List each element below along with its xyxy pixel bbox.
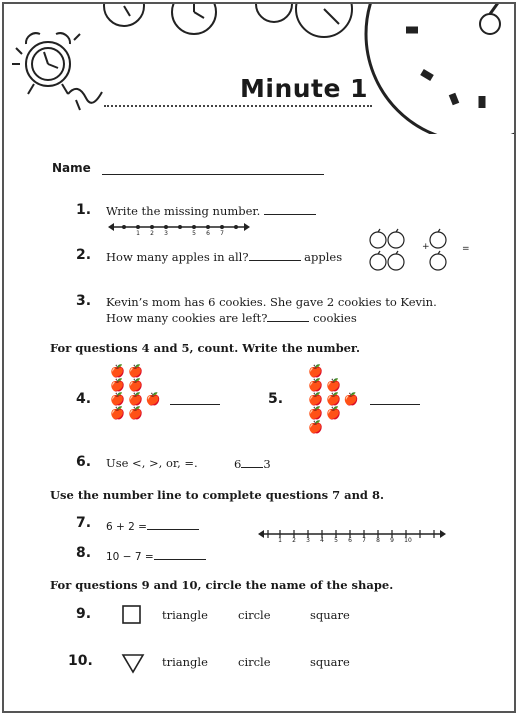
q1-number: 1. [76,202,92,218]
section-b-instruction: Use the number line to complete questions 7 and 8. [50,488,384,502]
section-a-instruction: For questions 4 and 5, count. Write the number. [50,341,360,355]
q10-number: 10. [68,653,93,669]
q9-number: 9. [76,606,92,622]
q8-number: 8. [76,545,92,561]
q4-apples-icon: 🍎🍎 🍎🍎 🍎🍎🍎 🍎🍎 [110,364,164,420]
q7-number: 7. [76,515,92,531]
numberline-1 [108,222,250,242]
q1-text: Write the missing number. [106,203,316,218]
q6-answer-line[interactable] [241,456,263,468]
q10-option-circle[interactable]: circle [238,655,271,669]
q4-number: 4. [76,391,92,407]
numberline-2-label: 6 [348,537,352,544]
worksheet-page [2,2,516,713]
q5-apples-icon: 🍎 🍎🍎 🍎🍎🍎 🍎🍎 🍎 [308,364,362,434]
numberline-1-label: 6 [206,230,210,237]
numberline-2-label: 9 [390,537,394,544]
numberline-1-label: 5 [192,230,196,237]
name-label: Name [52,161,91,175]
q9-option-triangle[interactable]: triangle [162,608,208,622]
q7-text: 6 + 2 = [106,518,199,533]
triangle-shape-icon [120,652,146,674]
q3-line2: How many cookies are left? cookies [106,311,357,325]
numberline-2-label: 2 [292,537,296,544]
page-title: Minute 1 [240,74,369,103]
q4-answer-line[interactable] [170,404,220,405]
q2-text: How many apples in all? apples [106,250,343,264]
q3-number: 3. [76,293,92,309]
q1-answer-line[interactable] [264,203,316,215]
q6-text: Use <, >, or, =. [106,456,198,470]
section-c-instruction: For questions 9 and 10, circle the name of the shape. [50,578,394,592]
numberline-2-label: 8 [376,537,380,544]
numberline-1-label: 3 [164,230,168,237]
name-field[interactable] [102,174,324,175]
q6-comparison: 6 3 [234,457,271,471]
q5-answer-line[interactable] [370,404,420,405]
q10-option-triangle[interactable]: triangle [162,655,208,669]
q6-number: 6. [76,454,92,470]
numberline-2-label: 1 [278,537,282,544]
numberline-2-label: 3 [306,537,310,544]
q5-number: 5. [268,391,284,407]
numberline-1-label: 2 [150,230,154,237]
numberline-2 [258,529,446,549]
numberline-1-label: 7 [220,230,224,237]
q2-equals: = [462,244,470,254]
q7-answer-line[interactable] [147,518,199,530]
numberline-2-label: 10 [404,537,412,544]
q10-option-square[interactable]: square [310,655,350,669]
q2-number: 2. [76,247,92,263]
square-shape-icon [121,604,143,626]
numberline-2-label: 7 [362,537,366,544]
q9-option-square[interactable]: square [310,608,350,622]
q8-answer-line[interactable] [154,548,206,560]
q8-text: 10 − 7 = [106,548,206,563]
clock-decoration [4,4,516,134]
numberline-2-label: 4 [320,537,324,544]
numberline-2-label: 5 [334,537,338,544]
apples-icon [366,228,458,274]
q3-line1: Kevin’s mom has 6 cookies. She gave 2 cookies to Kevin. [106,295,437,309]
q2-plus: + [422,242,430,252]
numberline-1-label: 1 [136,230,140,237]
title-divider [104,105,372,107]
q3-answer-line[interactable] [267,310,309,322]
q2-answer-line[interactable] [249,249,301,261]
q9-option-circle[interactable]: circle [238,608,271,622]
